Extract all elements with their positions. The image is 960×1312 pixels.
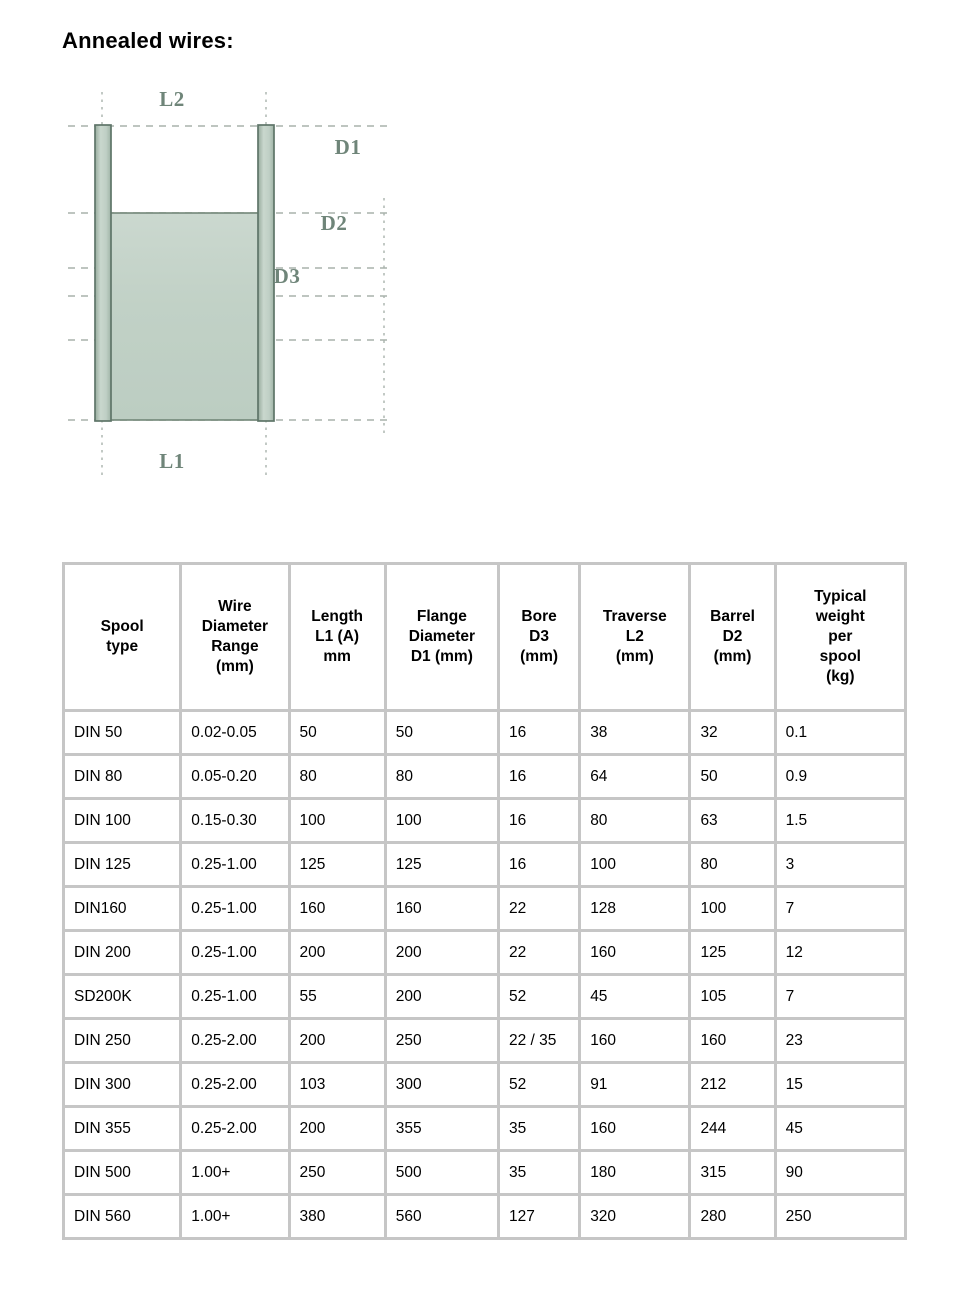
table-cell: 100 xyxy=(387,800,497,841)
table-cell-spool-type: DIN 560 xyxy=(65,1196,179,1237)
table-cell: 250 xyxy=(291,1152,384,1193)
table-cell: 125 xyxy=(291,844,384,885)
table-column-header xyxy=(65,565,179,709)
header-line: (kg) xyxy=(826,667,855,685)
table-cell: 103 xyxy=(291,1064,384,1105)
table-cell: 22 / 35 xyxy=(500,1020,578,1061)
header-line: weight xyxy=(815,608,865,626)
header-line: Traverse xyxy=(602,608,667,626)
table-cell: 50 xyxy=(387,712,497,753)
table-cell: 80 xyxy=(581,800,688,841)
table-cell: 0.05-0.20 xyxy=(182,756,287,797)
table-cell: 160 xyxy=(581,1020,688,1061)
table-row xyxy=(65,844,904,885)
header-line: D2 xyxy=(722,628,743,646)
table-row xyxy=(65,1108,904,1149)
table-cell: 200 xyxy=(387,976,497,1017)
table-column-header xyxy=(387,565,497,709)
table-cell: 280 xyxy=(691,1196,773,1237)
table-column-header xyxy=(691,565,773,709)
table-row xyxy=(65,800,904,841)
table-cell: 355 xyxy=(387,1108,497,1149)
table-row xyxy=(65,888,904,929)
table-cell: 22 xyxy=(500,932,578,973)
spool-dimension-diagram xyxy=(62,78,412,498)
header-line: Flange xyxy=(416,608,467,626)
table-row xyxy=(65,1196,904,1237)
table-cell: 35 xyxy=(500,1108,578,1149)
header-line: Typical xyxy=(814,588,867,606)
table-cell: 16 xyxy=(500,844,578,885)
header-line: Barrel xyxy=(710,608,755,626)
table-cell: 90 xyxy=(777,1152,904,1193)
header-line: mm xyxy=(323,647,351,665)
table-cell: 64 xyxy=(581,756,688,797)
table-cell: 560 xyxy=(387,1196,497,1237)
table-column-header xyxy=(500,565,578,709)
header-line: Diameter xyxy=(408,628,476,646)
table-cell: 55 xyxy=(291,976,384,1017)
table-cell: 16 xyxy=(500,712,578,753)
table-cell: 7 xyxy=(777,888,904,929)
table-cell-spool-type: DIN 300 xyxy=(65,1064,179,1105)
table-row xyxy=(65,1152,904,1193)
header-line: D3 xyxy=(529,628,549,646)
table-header xyxy=(65,565,904,709)
table-column-header xyxy=(777,565,904,709)
table-cell: 0.1 xyxy=(777,712,904,753)
table-cell: 80 xyxy=(691,844,773,885)
table-cell: 80 xyxy=(387,756,497,797)
diagram-label-d3: D3 xyxy=(273,264,301,288)
table-cell: 52 xyxy=(500,1064,578,1105)
table-body xyxy=(65,712,904,1237)
table-cell: 0.25-2.00 xyxy=(182,1020,287,1061)
table-cell: 7 xyxy=(777,976,904,1017)
table-cell: 180 xyxy=(581,1152,688,1193)
table-cell: 63 xyxy=(691,800,773,841)
table-cell: 125 xyxy=(691,932,773,973)
table-cell-spool-type: DIN 100 xyxy=(65,800,179,841)
header-line: Bore xyxy=(521,608,557,626)
spool-specification-table xyxy=(62,562,907,1240)
table-row xyxy=(65,932,904,973)
table-cell: 200 xyxy=(291,1020,384,1061)
table-cell: 300 xyxy=(387,1064,497,1105)
header-line: Range xyxy=(211,638,259,655)
table-cell: 160 xyxy=(581,932,688,973)
table-column-header xyxy=(581,565,688,709)
table-cell: 1.00+ xyxy=(182,1152,287,1193)
table-cell: 250 xyxy=(777,1196,904,1237)
table-cell: 0.25-1.00 xyxy=(182,976,287,1017)
table-cell: 1.5 xyxy=(777,800,904,841)
table-cell: 244 xyxy=(691,1108,773,1149)
table-cell: 0.9 xyxy=(777,756,904,797)
header-line: D1 (mm) xyxy=(410,647,473,665)
table-cell: 0.25-1.00 xyxy=(182,932,287,973)
diagram-label-d1: D1 xyxy=(334,135,362,159)
header-line: (mm) xyxy=(520,647,559,665)
table-cell-spool-type: DIN 125 xyxy=(65,844,179,885)
table-cell: 0.15-0.30 xyxy=(182,800,287,841)
table-row xyxy=(65,976,904,1017)
table-cell: 0.02-0.05 xyxy=(182,712,287,753)
table-column-header xyxy=(182,565,287,709)
table-cell: 16 xyxy=(500,756,578,797)
table-cell: 0.25-1.00 xyxy=(182,844,287,885)
header-line: (mm) xyxy=(615,647,654,665)
table-cell: 160 xyxy=(691,1020,773,1061)
table-cell: 91 xyxy=(581,1064,688,1105)
header-line: per xyxy=(828,628,853,646)
table-cell: 38 xyxy=(581,712,688,753)
header-line: spool xyxy=(819,647,861,665)
table-cell: 32 xyxy=(691,712,773,753)
table-cell: 105 xyxy=(691,976,773,1017)
table-cell: 0.25-2.00 xyxy=(182,1064,287,1105)
table-cell: 0.25-2.00 xyxy=(182,1108,287,1149)
diagram-label-l2: L2 xyxy=(159,87,185,111)
table-cell: 35 xyxy=(500,1152,578,1193)
table-cell: 200 xyxy=(387,932,497,973)
table-row xyxy=(65,756,904,797)
table-cell: 3 xyxy=(777,844,904,885)
table-cell: 127 xyxy=(500,1196,578,1237)
table-cell-spool-type: DIN 50 xyxy=(65,712,179,753)
table-cell: 12 xyxy=(777,932,904,973)
table-cell: 1.00+ xyxy=(182,1196,287,1237)
table-cell: 200 xyxy=(291,1108,384,1149)
table-cell: 500 xyxy=(387,1152,497,1193)
table-cell: 23 xyxy=(777,1020,904,1061)
header-line: L2 xyxy=(625,628,644,646)
page-title: Annealed wires: xyxy=(62,28,234,53)
table-cell: 200 xyxy=(291,932,384,973)
table-cell-spool-type: DIN 250 xyxy=(65,1020,179,1061)
spool-specification-table-container xyxy=(62,562,907,1240)
table-cell-spool-type: DIN 500 xyxy=(65,1152,179,1193)
table-header-row xyxy=(65,565,904,709)
table-cell: 315 xyxy=(691,1152,773,1193)
table-cell: 212 xyxy=(691,1064,773,1105)
header-line: L1 (A) xyxy=(315,628,360,646)
table-cell: 100 xyxy=(581,844,688,885)
header-line: Length xyxy=(311,608,363,626)
table-cell: 160 xyxy=(387,888,497,929)
header-line: (mm) xyxy=(215,657,254,675)
table-cell: 0.25-1.00 xyxy=(182,888,287,929)
header-line: Wire xyxy=(218,598,252,616)
table-cell: 50 xyxy=(291,712,384,753)
table-cell: 125 xyxy=(387,844,497,885)
header-line: (mm) xyxy=(713,647,752,665)
table-cell-spool-type: DIN 80 xyxy=(65,756,179,797)
table-cell: 16 xyxy=(500,800,578,841)
table-cell-spool-type: DIN 355 xyxy=(65,1108,179,1149)
table-cell: 128 xyxy=(581,888,688,929)
table-cell: 100 xyxy=(691,888,773,929)
header-line: Spool xyxy=(100,618,144,636)
table-cell: 15 xyxy=(777,1064,904,1105)
table-cell: 250 xyxy=(387,1020,497,1061)
spool-flange-right xyxy=(258,125,274,421)
header-line: Diameter xyxy=(201,618,269,636)
table-cell-spool-type: SD200K xyxy=(65,976,179,1017)
table-cell: 45 xyxy=(581,976,688,1017)
table-cell: 160 xyxy=(291,888,384,929)
table-column-header xyxy=(291,565,384,709)
spool-flange-left xyxy=(95,125,111,421)
diagram-label-l1: L1 xyxy=(159,449,185,473)
table-cell: 80 xyxy=(291,756,384,797)
table-row xyxy=(65,1064,904,1105)
table-cell: 380 xyxy=(291,1196,384,1237)
table-row xyxy=(65,712,904,753)
table-cell: 45 xyxy=(777,1108,904,1149)
table-cell: 52 xyxy=(500,976,578,1017)
table-cell: 100 xyxy=(291,800,384,841)
table-cell-spool-type: DIN 200 xyxy=(65,932,179,973)
header-line: type xyxy=(106,638,139,655)
table-cell: 320 xyxy=(581,1196,688,1237)
spool-barrel xyxy=(106,213,266,420)
table-cell: 160 xyxy=(581,1108,688,1149)
table-row xyxy=(65,1020,904,1061)
table-cell-spool-type: DIN160 xyxy=(65,888,179,929)
diagram-label-d2: D2 xyxy=(320,211,348,235)
table-cell: 22 xyxy=(500,888,578,929)
table-cell: 50 xyxy=(691,756,773,797)
